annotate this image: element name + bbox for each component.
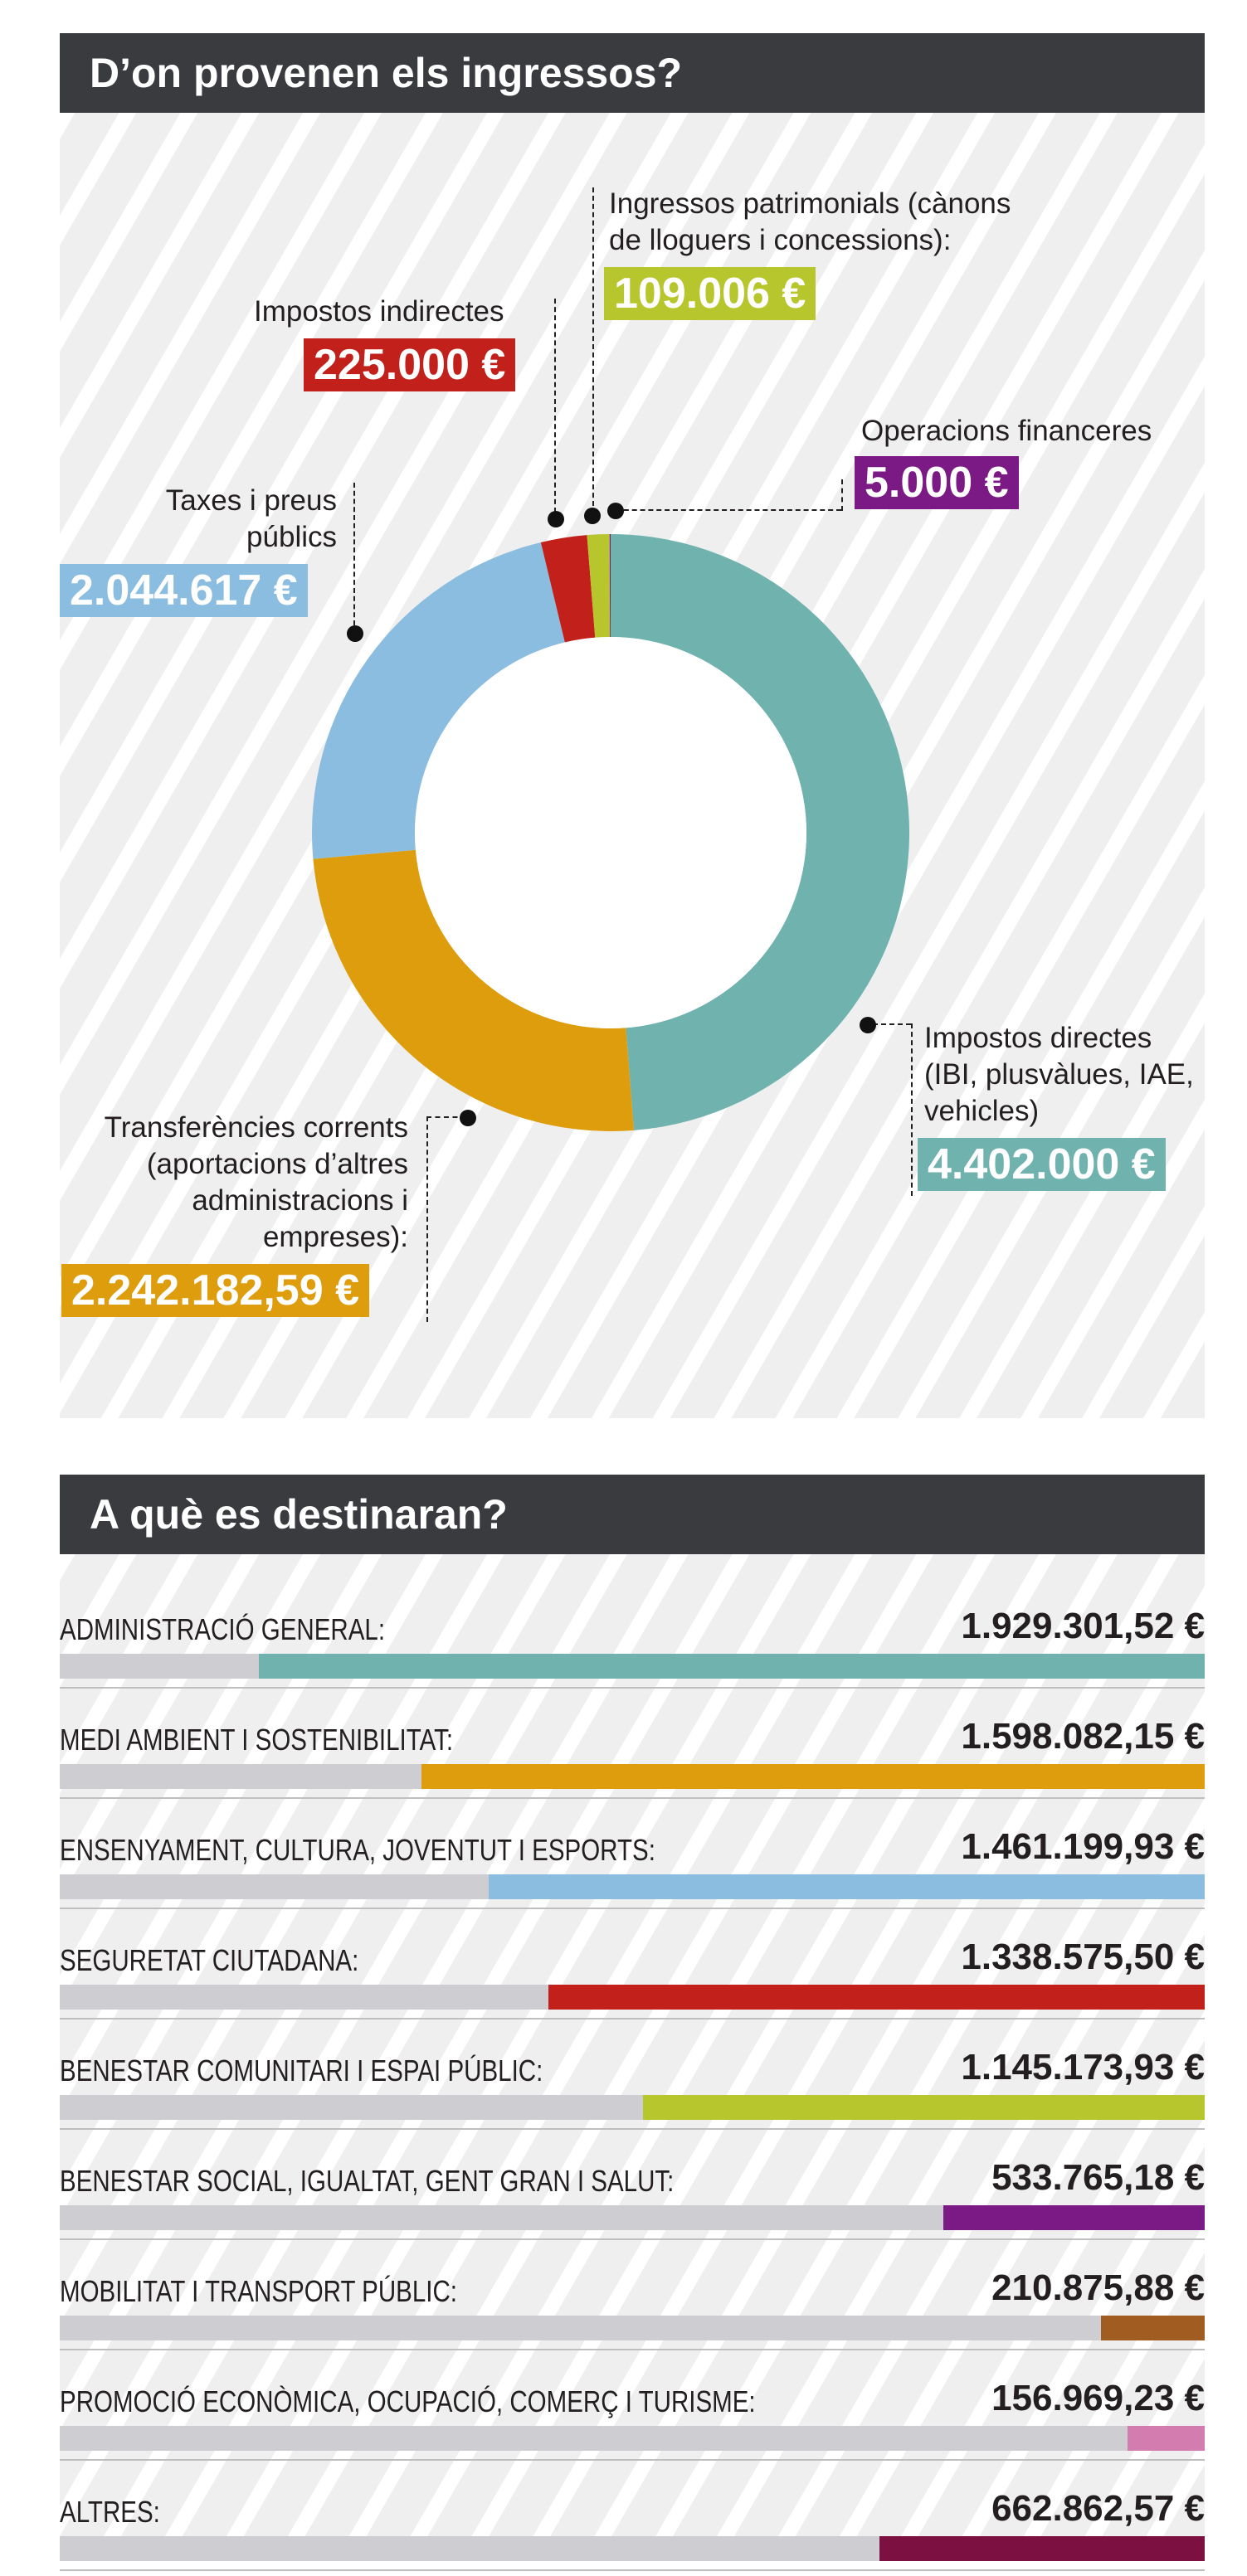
value-taxes: 2.044.617 € <box>60 564 308 617</box>
row-divider <box>60 2569 1205 2571</box>
dot-financeres <box>607 503 624 519</box>
dot-patrimonials <box>584 508 601 524</box>
spending-bar <box>489 1874 1205 1899</box>
leader-transf-v <box>426 1116 428 1322</box>
value-patrimonials: 109.006 € <box>604 267 816 320</box>
row-divider <box>60 2128 1205 2130</box>
spending-bar-track <box>60 2426 1205 2451</box>
spending-row-amount: 1.598.082,15 € <box>961 1716 1205 1757</box>
row-divider <box>60 2459 1205 2461</box>
row-divider <box>60 1908 1205 1909</box>
leader-directes-v <box>911 1023 913 1196</box>
spending-row-amount: 1.929.301,52 € <box>961 1606 1205 1646</box>
spending-bar <box>643 2095 1205 2120</box>
spending-row <box>60 2136 1205 2245</box>
spending-row-amount: 210.875,88 € <box>991 2267 1205 2308</box>
spending-row-label: SEGURETAT CIUTADANA: <box>60 1943 359 1977</box>
dot-indirectes <box>548 511 564 527</box>
label-transferencies: Transferències corrents (aportacions d’altres administracions i empreses): <box>104 1111 408 1253</box>
spending-row <box>60 2356 1205 2466</box>
donut-hole <box>415 637 806 1028</box>
spending-row-amount: 1.461.199,93 € <box>961 1826 1205 1867</box>
spending-row-label: BENESTAR SOCIAL, IGUALTAT, GENT GRAN I SALUT: <box>60 2164 675 2198</box>
spending-row-amount: 533.765,18 € <box>991 2157 1205 2198</box>
spending-row-amount: 1.338.575,50 € <box>961 1937 1205 1977</box>
spending-bar <box>1128 2426 1205 2451</box>
row-divider <box>60 2238 1205 2240</box>
spending-bar-track <box>60 2316 1205 2340</box>
leader-taxes <box>353 483 355 625</box>
spending-row <box>60 2246 1205 2355</box>
spending-row <box>60 2467 1205 2576</box>
spending-row-label: ENSENYAMENT, CULTURA, JOVENTUT I ESPORTS: <box>60 1833 655 1867</box>
spending-row-amount: 1.145.173,93 € <box>961 2047 1205 2088</box>
spending-bar-track <box>60 2205 1205 2230</box>
spending-bar <box>1101 2316 1205 2340</box>
spending-bar <box>879 2536 1205 2561</box>
label-indirectes: Impostos indirectes <box>254 295 504 328</box>
spending-bar-track <box>60 1985 1205 2010</box>
spending-row-label: MOBILITAT I TRANSPORT PÚBLIC: <box>60 2274 457 2308</box>
value-transferencies: 2.242.182,59 € <box>61 1264 369 1317</box>
spending-row <box>60 1694 1205 1804</box>
label-taxes: Taxes i preus públics <box>165 484 337 553</box>
spending-bar <box>259 1654 1205 1679</box>
spending-bar-track <box>60 1764 1205 1789</box>
value-financeres: 5.000 € <box>855 456 1019 509</box>
spending-title: A què es destinaran? <box>60 1475 1205 1554</box>
spending-bar <box>548 1985 1205 2010</box>
spending-row <box>60 2025 1205 2135</box>
leader-patrimonials <box>592 187 594 514</box>
spending-row-label: ADMINISTRACIÓ GENERAL: <box>60 1612 386 1646</box>
row-divider <box>60 1797 1205 1799</box>
label-financeres: Operacions financeres <box>861 415 1152 447</box>
leader-indirectes <box>554 299 556 513</box>
row-divider <box>60 2018 1205 2019</box>
spending-bar-track <box>60 1874 1205 1899</box>
spending-row-amount: 662.862,57 € <box>991 2488 1205 2529</box>
dot-transferencies <box>460 1110 476 1126</box>
dot-directes <box>860 1017 876 1033</box>
spending-bar-track <box>60 1654 1205 1679</box>
spending-bar <box>421 1764 1205 1789</box>
row-divider <box>60 2349 1205 2350</box>
spending-bar <box>943 2205 1205 2230</box>
spending-row <box>60 1584 1205 1694</box>
spending-bar-track <box>60 2536 1205 2561</box>
value-indirectes: 225.000 € <box>304 338 515 391</box>
income-title: D’on provenen els ingressos? <box>60 33 1205 113</box>
leader-financeres-h <box>616 509 841 511</box>
spending-row-label: ALTRES: <box>60 2495 160 2529</box>
label-patrimonials: Ingressos patrimonials (cànons de lloguers i concessions): <box>609 187 1011 256</box>
spending-row <box>60 1805 1205 1914</box>
value-directes: 4.402.000 € <box>918 1138 1166 1191</box>
spending-row-label: BENESTAR COMUNITARI I ESPAI PÚBLIC: <box>60 2054 543 2088</box>
spending-row-label: MEDI AMBIENT I SOSTENIBILITAT: <box>60 1723 454 1757</box>
spending-row <box>60 1915 1205 2024</box>
label-directes: Impostos directes (IBI, plusvàlues, IAE, vehicles) <box>924 1022 1194 1127</box>
spending-bar-track <box>60 2095 1205 2120</box>
leader-financeres-v <box>841 479 843 511</box>
dot-taxes <box>347 625 363 642</box>
row-divider <box>60 1687 1205 1689</box>
spending-row-label: PROMOCIÓ ECONÒMICA, OCUPACIÓ, COMERÇ I TURISME: <box>60 2384 756 2418</box>
spending-row-amount: 156.969,23 € <box>991 2378 1205 2418</box>
